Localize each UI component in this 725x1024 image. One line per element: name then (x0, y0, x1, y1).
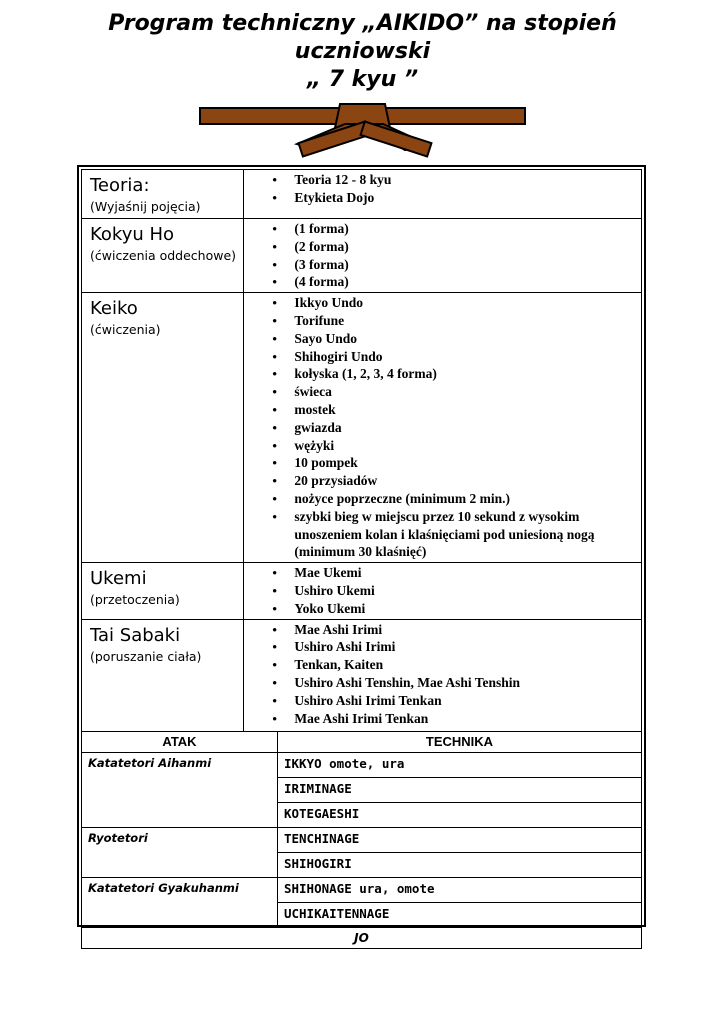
table-row (82, 827, 642, 852)
footer-jo: JO (82, 927, 642, 948)
technique-cell: SHIHONAGE ura, omote (277, 877, 641, 902)
list-item: • kołyska (1, 2, 3, 4 forma) (272, 365, 637, 383)
table-row (82, 927, 642, 948)
page-title (60, 10, 665, 94)
technique-cell: IRIMINAGE (277, 777, 641, 802)
section-subtitle: (ćwiczenia) (90, 322, 161, 338)
list-item: • Mae Ukemi (272, 564, 637, 582)
title-line-1: Program techniczny „AIKIDO” na stopień (108, 11, 617, 36)
belt-icon (195, 100, 530, 160)
attack-cell: Katatetori Gyakuhanmi (82, 877, 278, 927)
list-item: • szybki bieg w miejscu przez 10 sekund z wysokim unoszeniem kolan i klaśnięciami pod uniesioną nogą (minimum 30 klaśnięć) (272, 508, 637, 561)
list-item: • Sayo Undo (272, 330, 637, 348)
list-item: • (4 forma) (272, 273, 637, 291)
section-label (82, 170, 244, 219)
section-label (82, 219, 244, 293)
title-line-2: uczniowski (294, 39, 431, 64)
section-subtitle: (poruszanie ciała) (90, 648, 202, 664)
section-subtitle: (Wyjaśnij pojęcia) (90, 199, 201, 214)
list-item: • Mae Ashi Irimi Tenkan (272, 710, 637, 728)
header-attack: ATAK (82, 731, 278, 752)
section-title: Kokyu Ho (90, 224, 175, 245)
list-item: • (2 forma) (272, 238, 637, 256)
attack-cell: Ryotetori (82, 827, 278, 877)
technique-cell: TENCHINAGE (277, 827, 641, 852)
list-item: • Yoko Ukemi (272, 600, 637, 618)
list-item: • świeca (272, 383, 637, 401)
section-row-teoria (82, 170, 642, 219)
list-item: • (3 forma) (272, 256, 637, 274)
title-line-3: „ 7 kyu ” (306, 67, 419, 92)
list-item: • Etykieta Dojo (272, 189, 637, 207)
section-row-tai-sabaki (82, 619, 642, 731)
section-label (82, 619, 244, 731)
section-items (244, 293, 642, 563)
list-item: • Teoria 12 - 8 kyu (272, 171, 637, 189)
technique-cell: IKKYO omote, ura (277, 752, 641, 777)
section-subtitle: (ćwiczenia oddechowe) (90, 248, 237, 263)
section-row-kokyu-ho (82, 219, 642, 293)
section-subtitle: (przetoczenia) (90, 592, 180, 608)
list-item: • mostek (272, 401, 637, 419)
section-title: Teoria: (90, 175, 150, 196)
section-row-ukemi (82, 563, 642, 619)
section-title: Ukemi (90, 568, 147, 590)
table-row (82, 752, 642, 777)
list-item: • Ikkyo Undo (272, 294, 637, 312)
attack-cell: Katatetori Aihanmi (82, 752, 278, 827)
section-items (244, 563, 642, 619)
list-item: • wężyki (272, 437, 637, 455)
section-items (244, 170, 642, 219)
list-item: • Tenkan, Kaiten (272, 656, 637, 674)
section-items (244, 619, 642, 731)
list-item: • Ushiro Ashi Irimi Tenkan (272, 692, 637, 710)
program-table (81, 169, 642, 949)
technique-cell: UCHIKAITENNAGE (277, 902, 641, 927)
table-row (82, 877, 642, 902)
list-item: • gwiazda (272, 419, 637, 437)
list-item: • Mae Ashi Irimi (272, 621, 637, 639)
list-item: • 20 przysiadów (272, 472, 637, 490)
list-item: • Shihogiri Undo (272, 348, 637, 366)
section-label (82, 563, 244, 619)
section-row-keiko (82, 293, 642, 563)
list-item: • Ushiro Ashi Irimi (272, 638, 637, 656)
header-technique: TECHNIKA (277, 731, 641, 752)
list-item: • Ushiro Ukemi (272, 582, 637, 600)
section-title: Tai Sabaki (90, 624, 181, 646)
technique-cell: KOTEGAESHI (277, 802, 641, 827)
section-items (244, 219, 642, 293)
technique-header-row (82, 731, 642, 752)
list-item: • 10 pompek (272, 454, 637, 472)
list-item: • nożyce poprzeczne (minimum 2 min.) (272, 490, 637, 508)
program-frame (77, 165, 646, 945)
technique-cell: SHIHOGIRI (277, 852, 641, 877)
section-label (82, 293, 244, 563)
list-item: • Ushiro Ashi Tenshin, Mae Ashi Tenshin (272, 674, 637, 692)
list-item: • (1 forma) (272, 220, 637, 238)
list-item: • Torifune (272, 312, 637, 330)
section-title: Keiko (90, 298, 138, 320)
